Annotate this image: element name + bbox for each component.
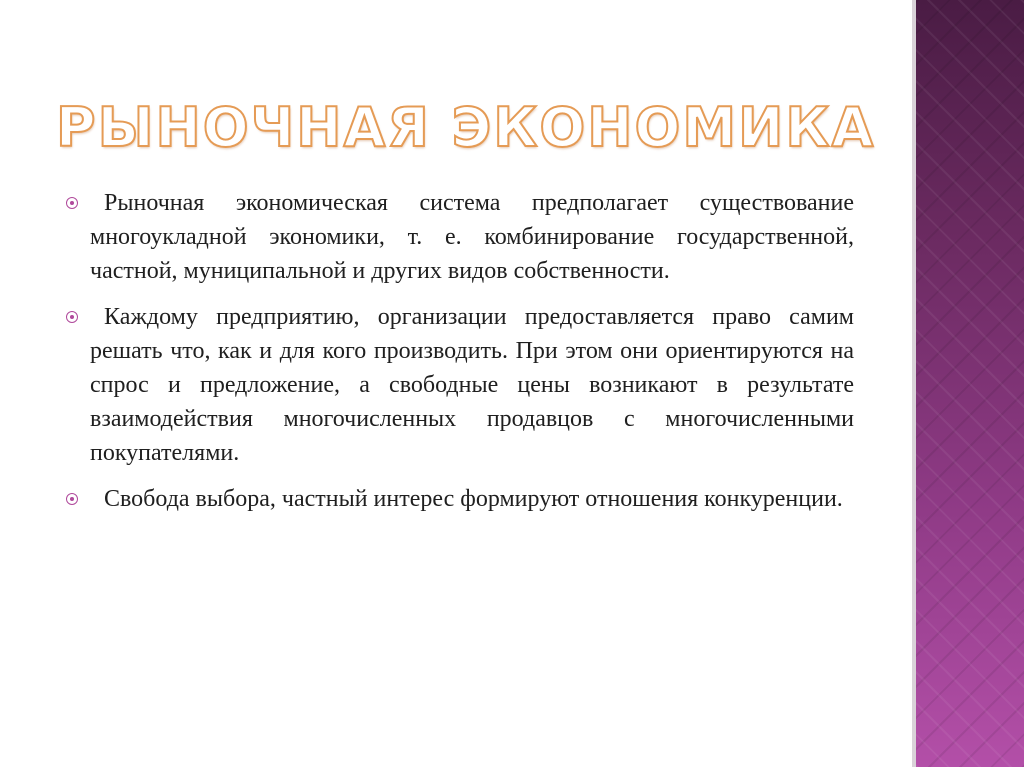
bullet-text: Рыночная экономическая система предполагает существование многоукладной экономики, т. е. комбинирование государственной, частной, муниципальной и других видов собственности. [90,190,854,284]
bullet-item [90,482,854,516]
slide-title: РЫНОЧНАЯ ЭКОНОМИКА [56,96,876,159]
bullet-icon [66,311,78,323]
bullet-text: Каждому предприятию, организации предоставляется право самим решать что, как и для кого производить. При этом они ориентируются на спрос и предложение, а свободные цены возникают в результате взаимодействия многочисленных продавцов с многочисленными покупателями. [90,304,854,466]
bullet-item [90,186,854,288]
bullet-list [90,186,854,528]
decorative-side-band [912,0,1024,767]
bullet-text: Свобода выбора, частный интерес формируют отношения конкуренции. [104,486,843,512]
bullet-icon [66,197,78,209]
bullet-icon [66,493,78,505]
bullet-item [90,300,854,470]
